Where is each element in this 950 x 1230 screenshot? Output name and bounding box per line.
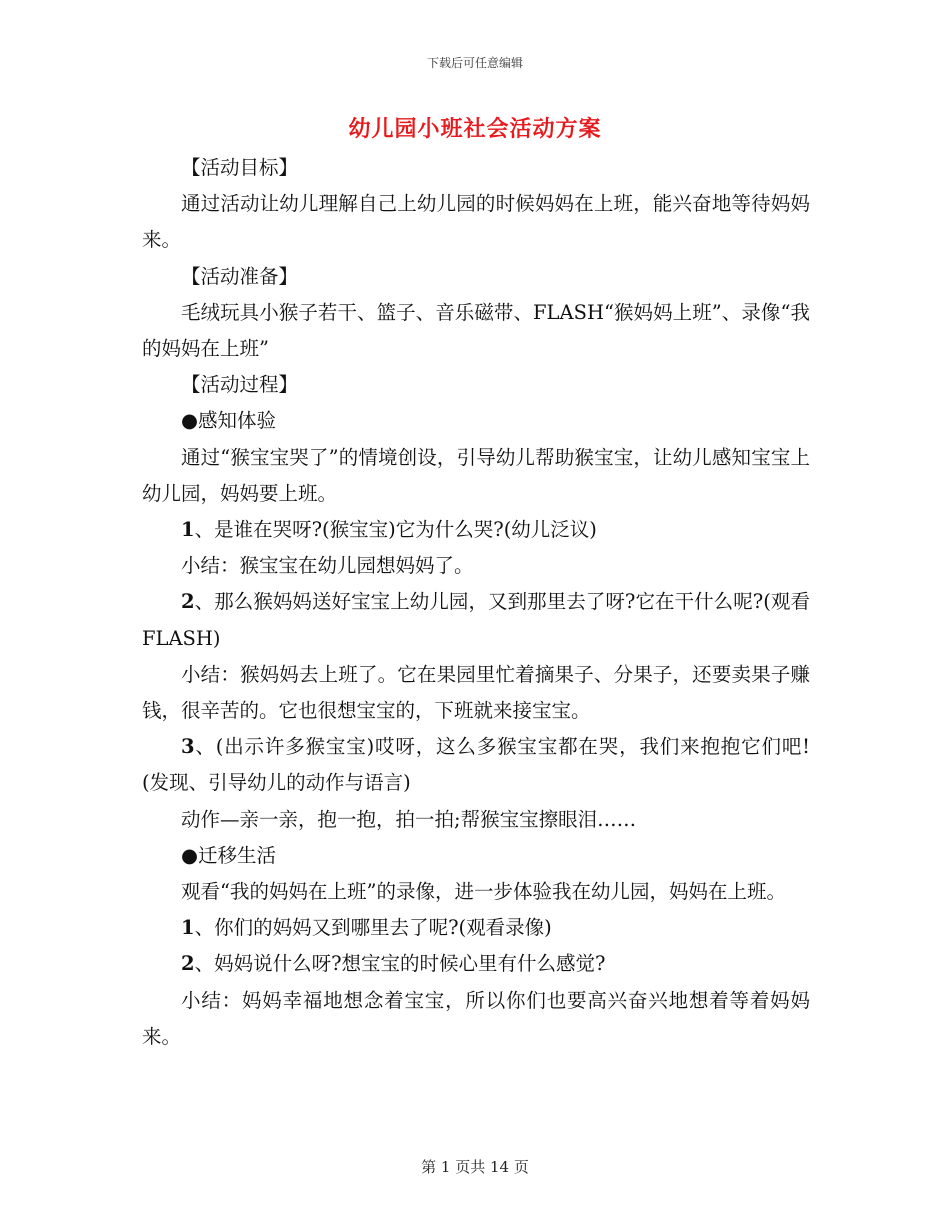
paragraph xyxy=(142,584,810,656)
paragraph xyxy=(142,512,810,548)
paragraph xyxy=(142,802,810,838)
paragraph-text: 通过“猴宝宝哭了”的情境创设，引导幼儿帮助猴宝宝，让幼儿感知宝宝上幼儿园，妈妈要上班。 xyxy=(142,445,810,505)
paragraph xyxy=(142,440,810,512)
paragraph xyxy=(142,403,810,439)
paragraph xyxy=(142,186,810,258)
paragraph-text: 、妈妈说什么呀?想宝宝的时候心里有什么感觉? xyxy=(194,952,606,976)
paragraph xyxy=(142,983,810,1055)
paragraph-text: 、那么猴妈妈送好宝宝上幼儿园，又到那里去了呀?它在干什么呢?(观看FLASH) xyxy=(142,590,810,650)
list-number: 1 xyxy=(181,518,195,542)
paragraph-text: 、是谁在哭呀?(猴宝宝)它为什么哭?(幼儿泛议) xyxy=(194,518,597,542)
list-number: 1 xyxy=(181,916,195,940)
paragraph xyxy=(142,150,810,186)
paragraph-text: ●感知体验 xyxy=(181,409,277,433)
paragraph xyxy=(142,729,810,801)
page-header: 下载后可任意编辑 xyxy=(426,56,523,70)
document-body xyxy=(142,150,810,1055)
paragraph xyxy=(142,548,810,584)
paragraph-text: 观看“我的妈妈在上班”的录像，进一步体验我在幼儿园，妈妈在上班。 xyxy=(181,880,786,904)
list-number: 2 xyxy=(181,952,195,976)
paragraph xyxy=(142,910,810,946)
paragraph-text: 【活动过程】 xyxy=(181,373,299,397)
paragraph xyxy=(142,874,810,910)
paragraph-text: 动作—亲一亲，抱一抱，拍一拍;帮猴宝宝擦眼泪…… xyxy=(181,807,637,831)
paragraph xyxy=(142,657,810,729)
list-number: 3 xyxy=(181,735,195,759)
document-title: 幼儿园小班社会活动方案 xyxy=(348,116,602,142)
paragraph xyxy=(142,259,810,295)
page-footer: 第 1 页共 14 页 xyxy=(421,1158,529,1176)
paragraph-text: 毛绒玩具小猴子若干、篮子、音乐磁带、FLASH“猴妈妈上班”、录像“我的妈妈在上班” xyxy=(142,300,810,361)
paragraph-text: 通过活动让幼儿理解自己上幼儿园的时候妈妈在上班，能兴奋地等待妈妈来。 xyxy=(142,192,810,252)
paragraph-text: 小结：猴妈妈去上班了。它在果园里忙着摘果子、分果子，还要卖果子赚钱，很辛苦的。它也很想宝宝的，下班就来接宝宝。 xyxy=(142,662,810,723)
paragraph-text: ●迁移生活 xyxy=(181,843,277,867)
paragraph-text: 【活动准备】 xyxy=(181,264,299,288)
paragraph xyxy=(142,946,810,982)
list-number: 2 xyxy=(181,590,195,614)
paragraph xyxy=(142,295,810,367)
paragraph-text: 、你们的妈妈又到哪里去了呢?(观看录像) xyxy=(194,916,552,940)
paragraph-text: 小结：妈妈幸福地想念着宝宝，所以你们也要高兴奋兴地想着等着妈妈来。 xyxy=(142,988,810,1048)
paragraph-text: 小结：猴宝宝在幼儿园想妈妈了。 xyxy=(181,554,474,578)
paragraph-text: 、(出示许多猴宝宝)哎呀，这么多猴宝宝都在哭，我们来抱抱它们吧!(发现、引导幼儿的动作与语言) xyxy=(142,735,810,795)
paragraph-text: 【活动目标】 xyxy=(181,156,299,179)
paragraph xyxy=(142,838,810,874)
paragraph xyxy=(142,367,810,403)
